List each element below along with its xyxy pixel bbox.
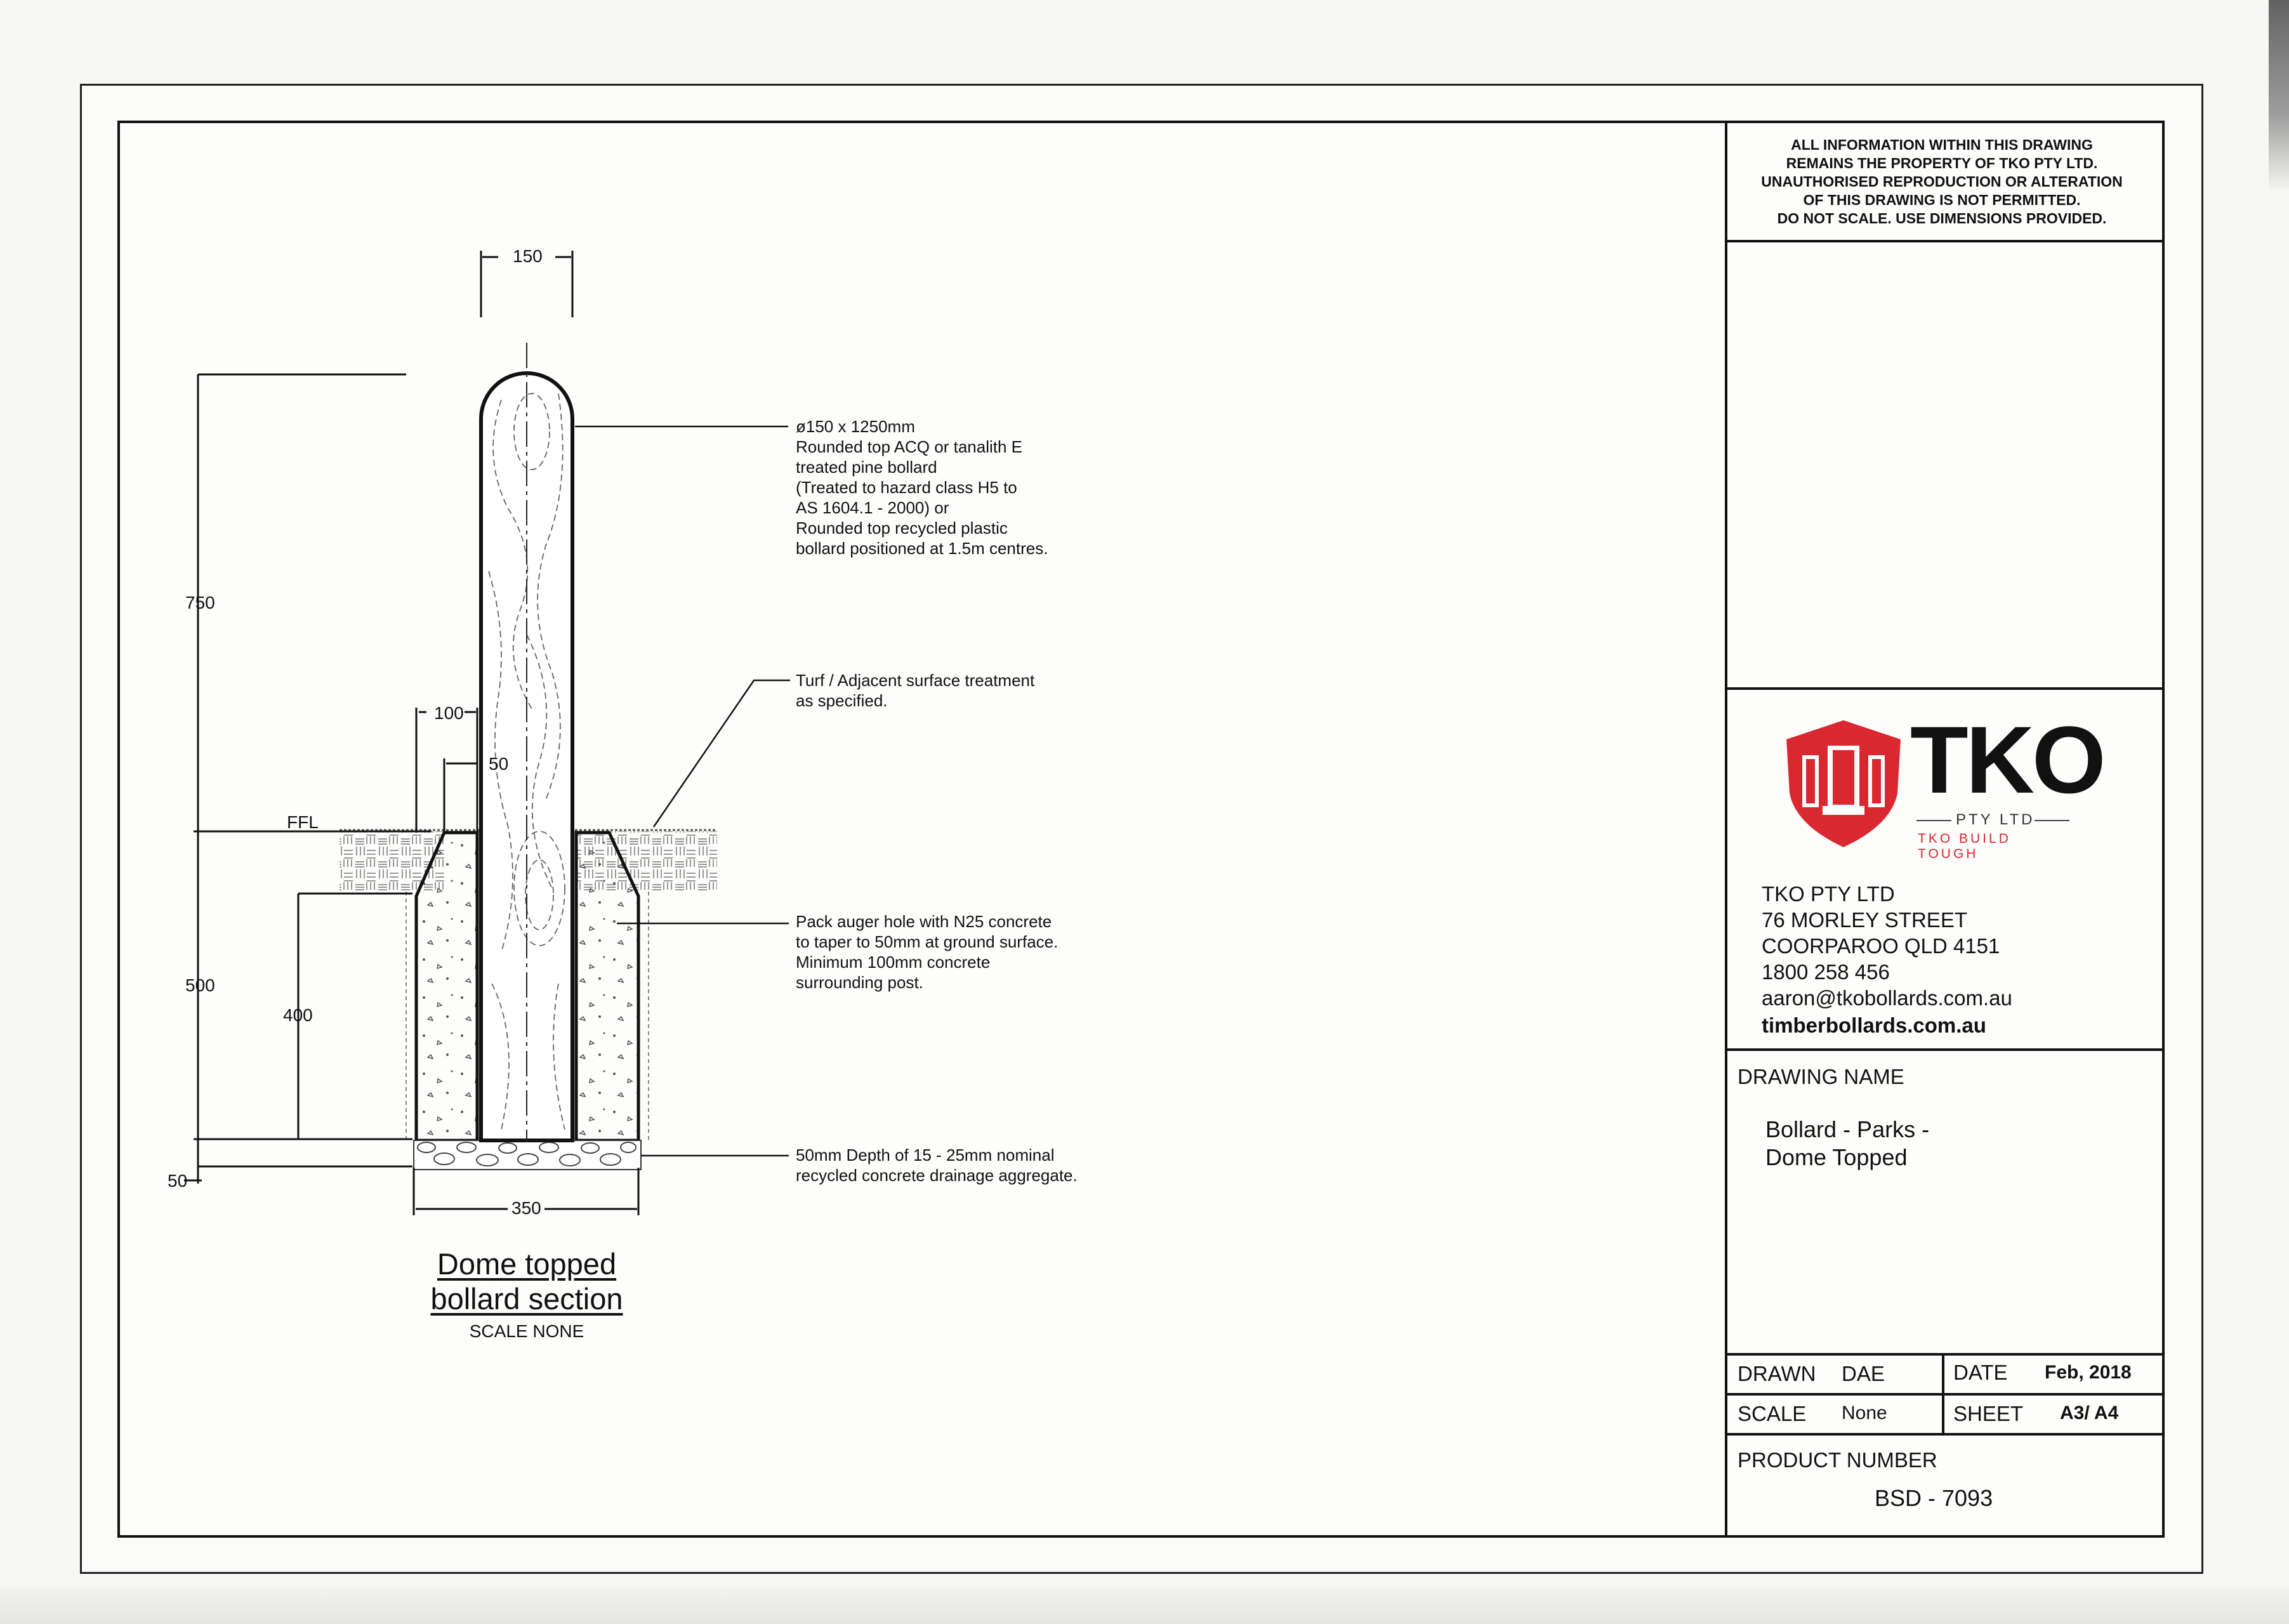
- note-line: (Treated to hazard class H5 to: [796, 478, 1017, 497]
- note-line: treated pine bollard: [796, 458, 937, 477]
- scale-value: None: [1842, 1403, 1887, 1423]
- note-line: Rounded top recycled plastic: [796, 518, 1008, 538]
- dim-taper-width: 50: [489, 754, 509, 774]
- dim-concrete-depth: 400: [283, 1005, 313, 1025]
- notice-line: DO NOT SCALE. USE DIMENSIONS PROVIDED.: [1777, 210, 2107, 227]
- meta-column-divider: [1942, 1353, 1944, 1433]
- drawing-name-label: DRAWING NAME: [1738, 1065, 1904, 1088]
- notice-line: UNAUTHORISED REPRODUCTION OR ALTERATION: [1761, 173, 2123, 190]
- drawn-value: DAE: [1842, 1362, 1885, 1385]
- date-label: DATE: [1953, 1361, 2008, 1384]
- logo-sub-rule: [2035, 820, 2069, 821]
- copyright-notice: [1726, 136, 2158, 228]
- note-line: ø150 x 1250mm: [796, 417, 915, 436]
- notice-line: ALL INFORMATION WITHIN THIS DRAWING: [1791, 136, 2093, 153]
- section-title: [368, 1246, 685, 1316]
- note-line: AS 1604.1 - 2000) or: [796, 498, 949, 517]
- company-name: TKO PTY LTD: [1762, 882, 1895, 906]
- note-line: Minimum 100mm concrete: [796, 953, 991, 972]
- dim-concrete-top-offset: 100: [434, 703, 464, 723]
- company-email: aaron@tkobollards.com.au: [1762, 986, 2012, 1010]
- dim-aggregate-depth: 50: [168, 1171, 188, 1191]
- logo-sub: [1916, 811, 2069, 830]
- dim-hole-diameter: 350: [511, 1198, 541, 1218]
- drawing-name-value: [1765, 1116, 1929, 1172]
- note-turf: [796, 670, 1034, 711]
- note-concrete: [796, 911, 1058, 993]
- section-scale: SCALE NONE: [469, 1321, 584, 1341]
- note-line: as specified.: [796, 691, 888, 710]
- company-street: 76 MORLEY STREET: [1762, 908, 1967, 932]
- product-number-label: PRODUCT NUMBER: [1738, 1448, 1937, 1472]
- company-phone: 1800 258 456: [1762, 960, 1890, 984]
- scan-shadow: [0, 1587, 2289, 1624]
- concrete-left: [416, 833, 477, 1140]
- notice-line: REMAINS THE PROPERTY OF TKO PTY LTD.: [1786, 155, 2098, 171]
- note-bollard: [796, 416, 1048, 558]
- title-block-divider: [1725, 121, 1727, 1535]
- tko-logo: [1783, 706, 2104, 861]
- scan-edge: [2269, 0, 2289, 190]
- concrete-right: [576, 833, 638, 1140]
- note-line: Turf / Adjacent surface treatment: [796, 671, 1035, 690]
- notice-line: OF THIS DRAWING IS NOT PERMITTED.: [1803, 192, 2081, 208]
- note-line: bollard positioned at 1.5m centres.: [796, 539, 1048, 558]
- drawn-label: DRAWN: [1738, 1362, 1816, 1385]
- notice-divider: [1725, 240, 2162, 242]
- sheet-value: A3/ A4: [2060, 1403, 2119, 1423]
- dim-above-ground: 750: [185, 593, 215, 612]
- note-line: recycled concrete drainage aggregate.: [796, 1166, 1078, 1185]
- address-divider: [1725, 1048, 2162, 1051]
- note-line: Pack auger hole with N25 concrete: [796, 912, 1052, 931]
- logo-wordmark: TKO: [1910, 706, 2104, 813]
- product-number-value: BSD - 7093: [1875, 1485, 1993, 1511]
- company-suburb: COORPAROO QLD 4151: [1762, 934, 2000, 958]
- note-aggregate: [796, 1145, 1078, 1185]
- company-address: [1762, 881, 2012, 1038]
- logo-tagline: TKO BUILD TOUGH: [1918, 831, 2011, 861]
- date-value: Feb, 2018: [2045, 1362, 2132, 1383]
- note-line: 50mm Depth of 15 - 25mm nominal: [796, 1145, 1055, 1165]
- logo-divider: [1725, 687, 2162, 690]
- note-line: surrounding post.: [796, 973, 923, 992]
- dim-bollard-width: 150: [513, 246, 543, 266]
- scale-label: SCALE: [1738, 1402, 1807, 1425]
- ffl-label: FFL: [287, 812, 319, 832]
- shield-icon: [1783, 717, 1904, 850]
- section-title-line: bollard section: [430, 1282, 623, 1316]
- dim-embedment: 500: [185, 975, 215, 995]
- drawing-name-line: Bollard - Parks -: [1765, 1116, 1930, 1142]
- company-website: timberbollards.com.au: [1762, 1013, 1986, 1037]
- section-title-line: Dome topped: [437, 1247, 617, 1281]
- logo-sub-rule: [1916, 820, 1951, 821]
- meta-divider-bottom: [1725, 1433, 2162, 1436]
- logo-sub-text: PTY LTD: [1956, 811, 2035, 828]
- note-line: to taper to 50mm at ground surface.: [796, 932, 1059, 951]
- drawing-name-line: Dome Topped: [1765, 1144, 1908, 1170]
- note-line: Rounded top ACQ or tanalith E: [796, 437, 1023, 456]
- sheet-label: SHEET: [1953, 1402, 2024, 1425]
